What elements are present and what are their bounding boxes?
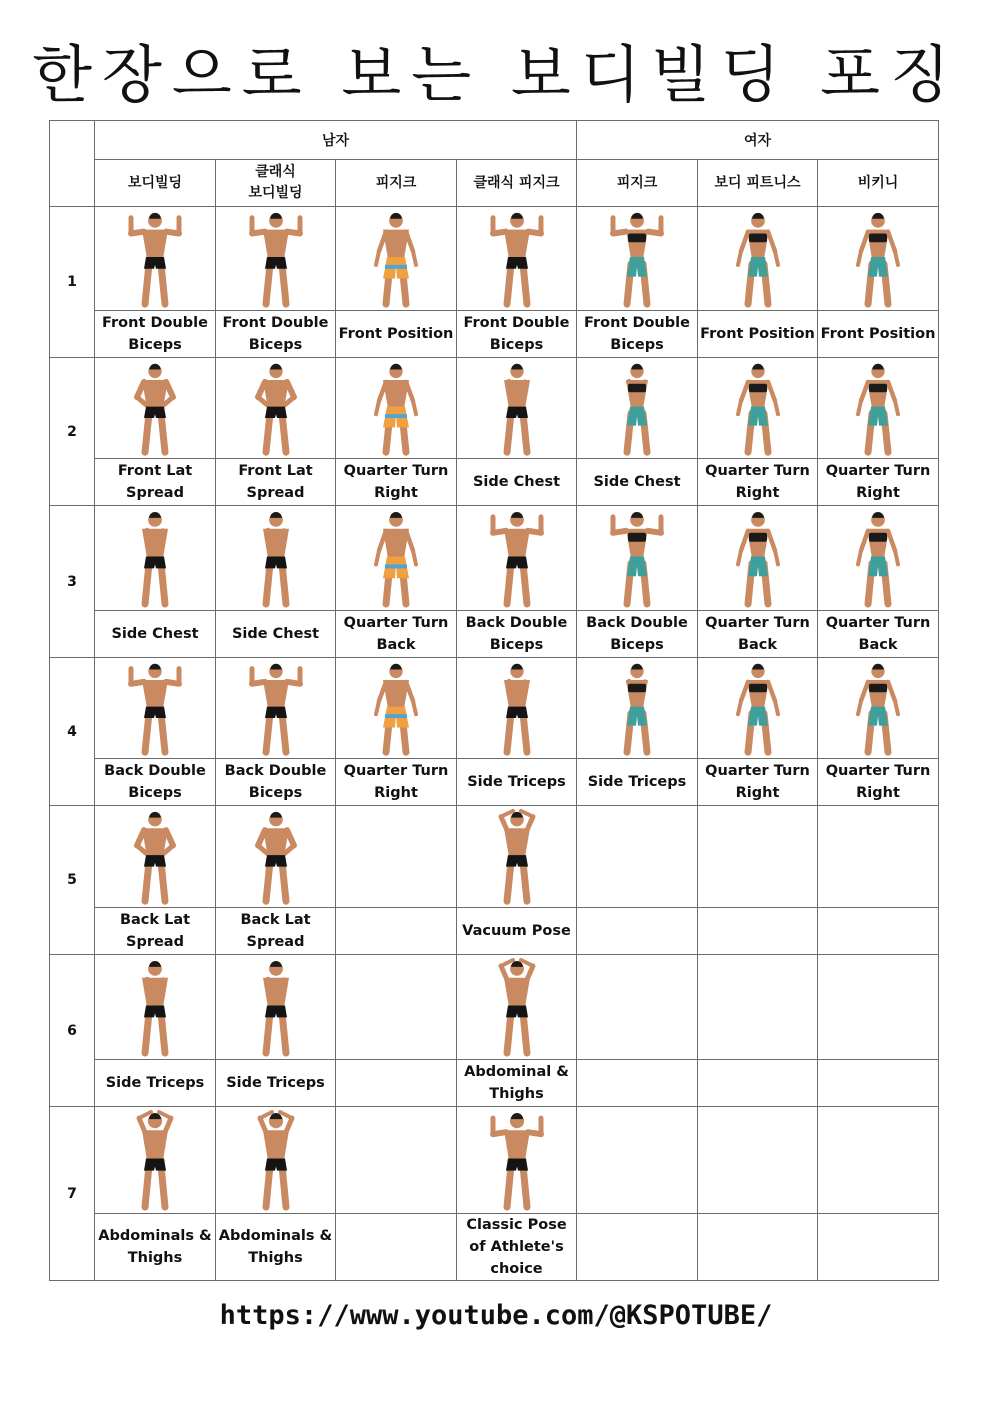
pose-label: Quarter Turn Right bbox=[336, 759, 457, 806]
pose-figure-icon bbox=[336, 661, 456, 756]
empty-cell bbox=[818, 1107, 939, 1214]
pose-photo-cell bbox=[95, 955, 216, 1060]
pose-photo-cell bbox=[457, 358, 577, 459]
pose-figure-icon bbox=[216, 958, 335, 1057]
category-header: 보디 피트니스 bbox=[698, 160, 818, 207]
pose-label: Quarter Turn Right bbox=[698, 759, 818, 806]
empty-cell bbox=[698, 908, 818, 955]
pose-photo-cell bbox=[216, 658, 336, 759]
pose-photo-cell bbox=[577, 658, 698, 759]
pose-label: Front Double Biceps bbox=[95, 311, 216, 358]
pose-photo-cell bbox=[216, 506, 336, 611]
pose-figure-icon bbox=[457, 509, 576, 608]
pose-photo-cell bbox=[698, 358, 818, 459]
pose-photo-cell bbox=[818, 358, 939, 459]
pose-label: Side Chest bbox=[216, 611, 336, 658]
pose-label: Front Position bbox=[698, 311, 818, 358]
pose-figure-icon bbox=[457, 1110, 576, 1211]
pose-label: Back Double Biceps bbox=[216, 759, 336, 806]
empty-cell bbox=[698, 1214, 818, 1281]
pose-photo-cell bbox=[818, 207, 939, 311]
pose-figure-icon bbox=[457, 210, 576, 308]
pose-photo-cell bbox=[95, 806, 216, 908]
row-number: 3 bbox=[50, 506, 95, 658]
pose-figure-icon bbox=[216, 361, 335, 456]
pose-label: Front Position bbox=[818, 311, 939, 358]
empty-cell bbox=[577, 955, 698, 1060]
row-number: 7 bbox=[50, 1107, 95, 1281]
pose-label: Quarter Turn Back bbox=[336, 611, 457, 658]
page-title: 한장으로 보는 보디빌딩 포징 bbox=[32, 38, 960, 111]
pose-photo-cell bbox=[216, 1107, 336, 1214]
row-number: 2 bbox=[50, 358, 95, 506]
category-header: 클래식 피지크 bbox=[457, 160, 577, 207]
pose-photo-cell bbox=[818, 658, 939, 759]
pose-photo-cell bbox=[577, 506, 698, 611]
pose-photo-cell bbox=[577, 207, 698, 311]
empty-cell bbox=[698, 806, 818, 908]
empty-cell bbox=[336, 908, 457, 955]
pose-label: Side Chest bbox=[95, 611, 216, 658]
pose-label: Side Triceps bbox=[95, 1060, 216, 1107]
category-header: 보디빌딩 bbox=[95, 160, 216, 207]
pose-label: Quarter Turn Right bbox=[336, 459, 457, 506]
empty-cell bbox=[818, 955, 939, 1060]
pose-photo-cell bbox=[457, 806, 577, 908]
pose-label: Back Double Biceps bbox=[457, 611, 577, 658]
pose-figure-icon bbox=[698, 509, 817, 608]
pose-photo-cell bbox=[95, 358, 216, 459]
pose-label: Abdominal & Thighs bbox=[457, 1060, 577, 1107]
row-number: 1 bbox=[50, 207, 95, 358]
empty-cell bbox=[577, 1107, 698, 1214]
pose-photo-cell bbox=[95, 506, 216, 611]
pose-photo-cell bbox=[698, 207, 818, 311]
empty-cell bbox=[698, 1107, 818, 1214]
pose-figure-icon bbox=[698, 661, 817, 756]
pose-label: Back Double Biceps bbox=[95, 759, 216, 806]
pose-figure-icon bbox=[457, 958, 576, 1057]
pose-label: Back Lat Spread bbox=[95, 908, 216, 955]
empty-cell bbox=[577, 1214, 698, 1281]
pose-figure-icon bbox=[95, 661, 215, 756]
pose-photo-cell bbox=[577, 358, 698, 459]
pose-figure-icon bbox=[95, 1110, 215, 1211]
pose-photo-cell bbox=[457, 506, 577, 611]
pose-label: Front Lat Spread bbox=[216, 459, 336, 506]
pose-figure-icon bbox=[818, 661, 938, 756]
corner-cell bbox=[50, 121, 95, 207]
pose-label: Front Position bbox=[336, 311, 457, 358]
pose-label: Side Chest bbox=[457, 459, 577, 506]
row-number: 5 bbox=[50, 806, 95, 955]
empty-cell bbox=[818, 1214, 939, 1281]
pose-figure-icon bbox=[95, 361, 215, 456]
pose-label: Front Lat Spread bbox=[95, 459, 216, 506]
empty-cell bbox=[336, 806, 457, 908]
empty-cell bbox=[698, 955, 818, 1060]
pose-photo-cell bbox=[216, 806, 336, 908]
pose-figure-icon bbox=[577, 661, 697, 756]
pose-figure-icon bbox=[698, 361, 817, 456]
empty-cell bbox=[336, 1060, 457, 1107]
empty-cell bbox=[577, 1060, 698, 1107]
pose-figure-icon bbox=[336, 509, 456, 608]
pose-photo-cell bbox=[336, 207, 457, 311]
pose-label: Back Double Biceps bbox=[577, 611, 698, 658]
pose-label: Quarter Turn Right bbox=[698, 459, 818, 506]
pose-figure-icon bbox=[336, 361, 456, 456]
pose-figure-icon bbox=[577, 361, 697, 456]
pose-photo-cell bbox=[457, 207, 577, 311]
empty-cell bbox=[818, 806, 939, 908]
empty-cell bbox=[336, 955, 457, 1060]
pose-label: Back Lat Spread bbox=[216, 908, 336, 955]
pose-photo-cell bbox=[457, 658, 577, 759]
pose-photo-cell bbox=[95, 207, 216, 311]
pose-photo-cell bbox=[216, 207, 336, 311]
pose-figure-icon bbox=[216, 661, 335, 756]
posing-table bbox=[49, 120, 939, 1281]
category-header: 비키니 bbox=[818, 160, 939, 207]
pose-photo-cell bbox=[336, 506, 457, 611]
pose-figure-icon bbox=[698, 210, 817, 308]
pose-photo-cell bbox=[95, 1107, 216, 1214]
pose-label: Front Double Biceps bbox=[457, 311, 577, 358]
pose-label: Quarter Turn Right bbox=[818, 459, 939, 506]
pose-label: Side Triceps bbox=[216, 1060, 336, 1107]
pose-label: Abdominals & Thighs bbox=[95, 1214, 216, 1281]
youtube-url: https://www.youtube.com/@KSPOTUBE/ bbox=[219, 1300, 773, 1331]
pose-figure-icon bbox=[577, 509, 697, 608]
pose-label: Side Triceps bbox=[457, 759, 577, 806]
pose-figure-icon bbox=[818, 509, 938, 608]
pose-label: Quarter Turn Back bbox=[698, 611, 818, 658]
category-header: 클래식 보디빌딩 bbox=[216, 160, 336, 207]
pose-photo-cell bbox=[457, 955, 577, 1060]
empty-cell bbox=[818, 908, 939, 955]
pose-label: Front Double Biceps bbox=[577, 311, 698, 358]
pose-photo-cell bbox=[457, 1107, 577, 1214]
pose-figure-icon bbox=[95, 958, 215, 1057]
pose-figure-icon bbox=[336, 210, 456, 308]
pose-label: Quarter Turn Right bbox=[818, 759, 939, 806]
empty-cell bbox=[577, 806, 698, 908]
pose-label: Vacuum Pose bbox=[457, 908, 577, 955]
row-number: 6 bbox=[50, 955, 95, 1107]
empty-cell bbox=[336, 1214, 457, 1281]
pose-label: Abdominals & Thighs bbox=[216, 1214, 336, 1281]
pose-label: Side Triceps bbox=[577, 759, 698, 806]
pose-photo-cell bbox=[216, 358, 336, 459]
pose-photo-cell bbox=[336, 658, 457, 759]
row-number: 4 bbox=[50, 658, 95, 806]
pose-figure-icon bbox=[577, 210, 697, 308]
category-header: 피지크 bbox=[336, 160, 457, 207]
pose-label: Side Chest bbox=[577, 459, 698, 506]
pose-figure-icon bbox=[818, 361, 938, 456]
pose-figure-icon bbox=[95, 210, 215, 308]
pose-photo-cell bbox=[698, 658, 818, 759]
pose-photo-cell bbox=[336, 358, 457, 459]
pose-photo-cell bbox=[818, 506, 939, 611]
pose-label: Front Double Biceps bbox=[216, 311, 336, 358]
pose-figure-icon bbox=[457, 661, 576, 756]
pose-figure-icon bbox=[95, 509, 215, 608]
pose-figure-icon bbox=[216, 509, 335, 608]
group-header-men: 남자 bbox=[95, 121, 577, 160]
pose-figure-icon bbox=[818, 210, 938, 308]
pose-label: Classic Pose of Athlete's choice bbox=[457, 1214, 577, 1281]
pose-photo-cell bbox=[95, 658, 216, 759]
empty-cell bbox=[818, 1060, 939, 1107]
pose-photo-cell bbox=[698, 506, 818, 611]
pose-figure-icon bbox=[216, 1110, 335, 1211]
group-header-women: 여자 bbox=[577, 121, 939, 160]
empty-cell bbox=[336, 1107, 457, 1214]
pose-figure-icon bbox=[457, 361, 576, 456]
pose-figure-icon bbox=[216, 210, 335, 308]
pose-figure-icon bbox=[216, 809, 335, 905]
pose-label: Quarter Turn Back bbox=[818, 611, 939, 658]
pose-figure-icon bbox=[95, 809, 215, 905]
empty-cell bbox=[698, 1060, 818, 1107]
pose-photo-cell bbox=[216, 955, 336, 1060]
pose-figure-icon bbox=[457, 809, 576, 905]
category-header: 피지크 bbox=[577, 160, 698, 207]
empty-cell bbox=[577, 908, 698, 955]
